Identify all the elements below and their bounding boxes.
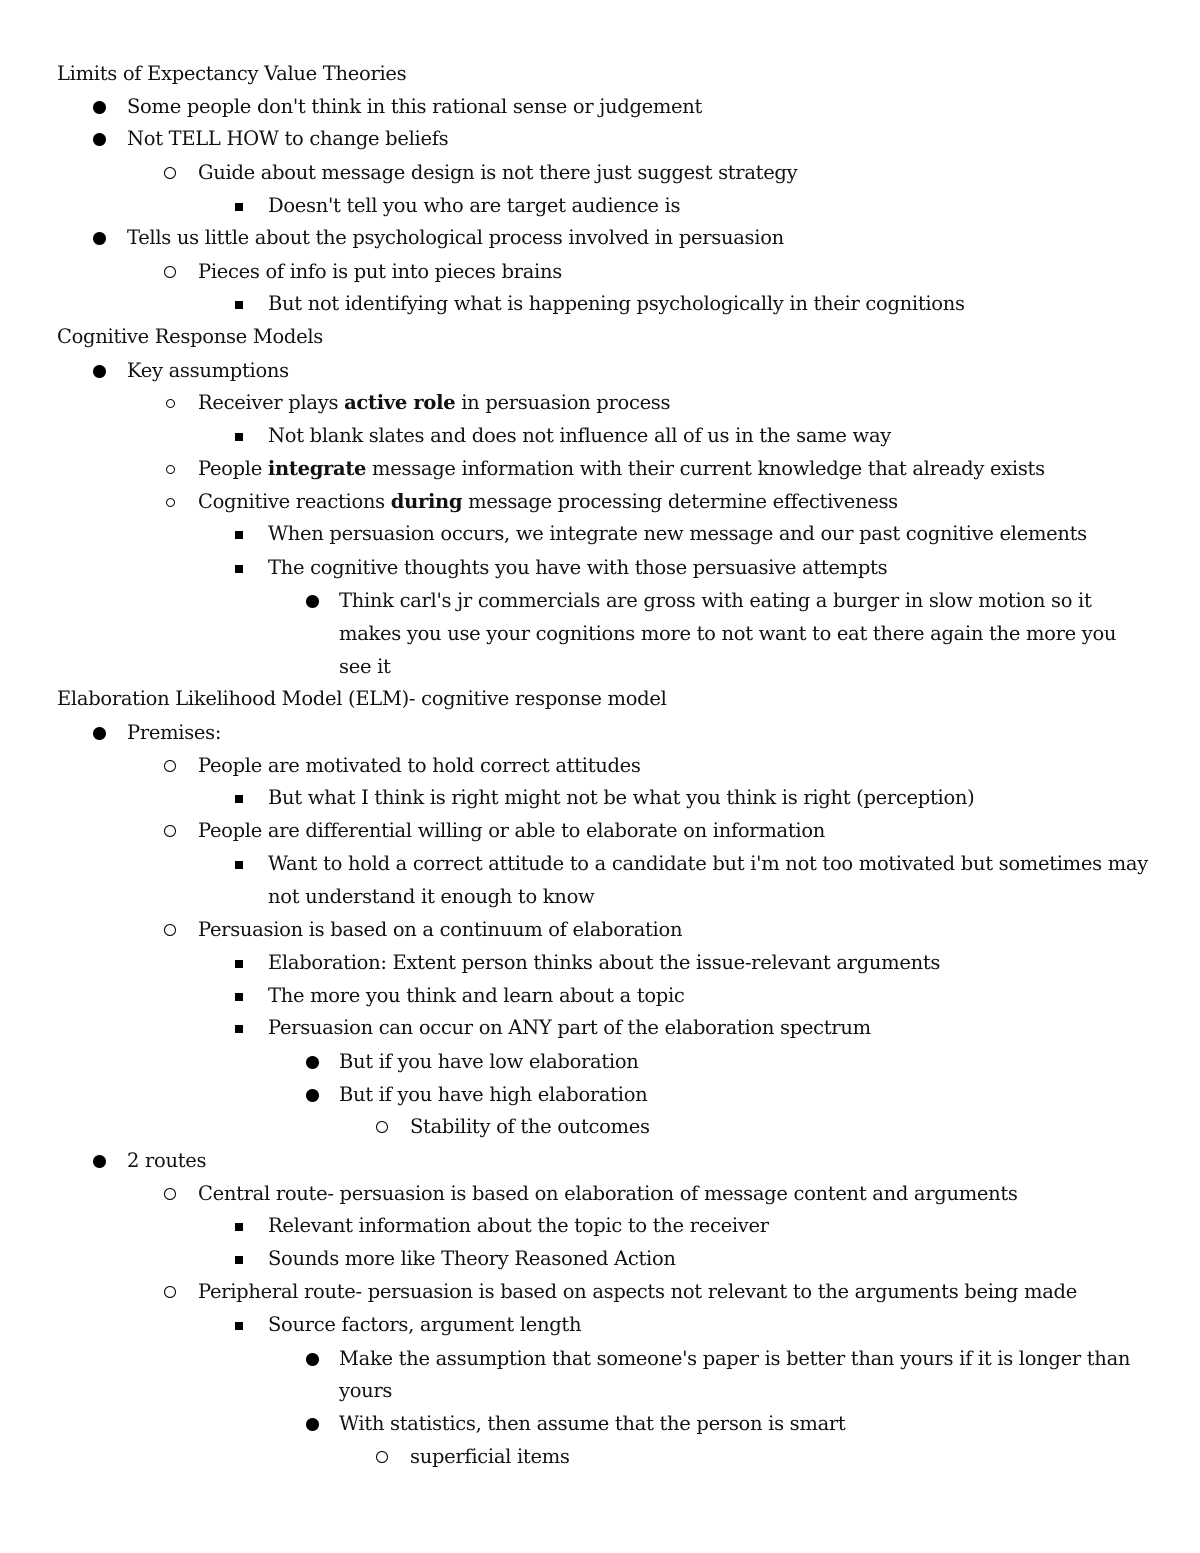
bullet-disc-icon	[306, 1418, 319, 1431]
bullet-square-icon	[235, 531, 243, 539]
bullet-small-circle-icon	[166, 498, 175, 507]
bullet-circle-icon	[164, 924, 176, 936]
bullet-square-icon	[235, 1322, 243, 1330]
bullet-circle-icon	[376, 1121, 388, 1133]
bullet-small-circle-icon	[166, 465, 175, 474]
bullet-disc-icon	[93, 232, 106, 245]
bullet-square-icon	[235, 960, 243, 968]
bullet-square-icon	[235, 433, 243, 441]
bullet-disc-icon	[93, 727, 106, 740]
bullet-square-icon	[235, 1025, 243, 1033]
bullet-circle-icon	[164, 266, 176, 278]
bullet-small-circle-icon	[166, 399, 175, 408]
bullet-square-icon	[235, 203, 243, 211]
bullet-square-icon	[235, 861, 243, 869]
bullet-square-icon	[235, 1223, 243, 1231]
bullet-square-icon	[235, 1256, 243, 1264]
bullet-disc-icon	[306, 1353, 319, 1366]
bullet-disc-icon	[93, 133, 106, 146]
bullet-circle-icon	[164, 825, 176, 837]
document-page: Limits of Expectancy Value Theories Some people don't think in this rational sense or judgement Not TELL HOW to change beliefs Guide about message design is not there just suggest strategy Doesn't tell you who are target audience is Tells us little about the psychological process involved in persuasion Pieces of info is put into pieces brains But not identifying what is happening psychologically in their cognitions Cognitive Response Models Key assumptions Receiver plays active role in persuasion process Not blank slates and does not influence all of us in the same way People integrate message information with their current knowledge that already exists Cognitive reactions during message processing determine effectiveness When persuasion occurs, we integrate new message and our past cognitive elements The cognitive thoughts you have with those persuasive attempts Think carl's jr commercials are gross with eating a burger in slow motion so it makes you use your cognitions more to not want to eat there again the more you see it Elaboration Likelihood Model (ELM)- cognitive response model Premises: People are motivated to hold correct attitudes But what I think is right might not be what you think is right (perception) People are differential willing or able to elaborate on information Want to hold a correct attitude to a candidate but i'm not too motivated but sometimes may not understand it enough to know Persuasion is based on a continuum of elaboration Elaboration: Extent person thinks about the issue-relevant arguments The more you think and learn about a topic Persuasion can occur on ANY part of the elaboration spectrum But if you have low elaboration But if you have high elaboration Stability of the outcomes 2 routes Central route- persuasion is based on elaboration of message content and arguments Relevant information about the topic to the receiver Sounds more like Theory Reasoned Action Peripheral route- persuasion is based on aspects not relevant to the arguments being made Source factors, argument length Make the assumption that someone's paper is better than yours if it is longer than yours With statistics, then assume that the person is smart superficial items	[57, 62, 1148, 1468]
bullet-disc-icon	[306, 595, 319, 608]
bullet-square-icon	[235, 993, 243, 1001]
bullet-disc-icon	[93, 365, 106, 378]
bullet-disc-icon	[306, 1056, 319, 1069]
bullet-circle-icon	[164, 1286, 176, 1298]
bullet-square-icon	[235, 301, 243, 309]
bullet-circle-icon	[376, 1451, 388, 1463]
bullet-disc-icon	[93, 1155, 106, 1168]
bullet-square-icon	[235, 565, 243, 573]
bullet-square-icon	[235, 795, 243, 803]
bullet-circle-icon	[164, 167, 176, 179]
bullet-disc-icon	[306, 1089, 319, 1102]
bullet-circle-icon	[164, 1188, 176, 1200]
bullet-disc-icon	[93, 101, 106, 114]
bullet-circle-icon	[164, 760, 176, 772]
